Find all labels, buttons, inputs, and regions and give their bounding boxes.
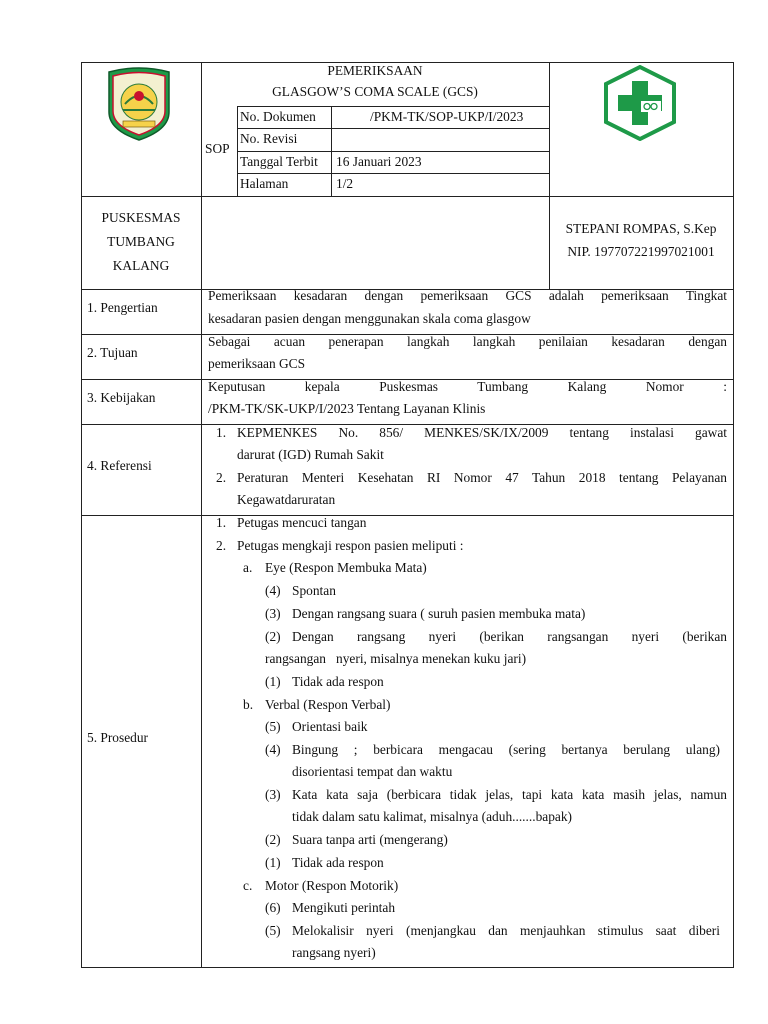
referensi-item-2-line2: Kegawatdaruratan (237, 492, 336, 507)
kebijakan-text-line1: Keputusan kepala Puskesmas Tumbang Kalang Nomor : (208, 379, 727, 394)
section-label-kebijakan: 3. Kebijakan (87, 390, 156, 405)
referensi-item-number: 1. (216, 425, 227, 440)
pengertian-text-line2: kesadaran pasien dengan menggunakan skala coma glasgow (208, 311, 531, 326)
institution-line: TUMBANG (107, 234, 175, 249)
motor-item-text: Mengikuti perintah (292, 900, 396, 915)
pengertian-text-line1: Pemeriksaan kesadaran dengan pemeriksaan GCS adalah pemeriksaan Tingkat (208, 288, 727, 303)
institution-line: KALANG (112, 258, 170, 273)
score-label: (4) (265, 583, 281, 598)
score-label: (1) (265, 855, 281, 870)
meta-label-tanggal-terbit: Tanggal Terbit (240, 154, 318, 169)
prosedur-step-1: Petugas mencuci tangan (237, 515, 367, 530)
referensi-item-1-line2: darurat (IGD) Rumah Sakit (237, 447, 384, 462)
verbal-letter: b. (243, 697, 254, 712)
meta-label-halaman: Halaman (240, 176, 289, 191)
signer-name: STEPANI ROMPAS, S.Kep (565, 221, 717, 236)
kebijakan-text-line2: /PKM-TK/SK-UKP/I/2023 Tentang Layanan Klinis (208, 401, 486, 416)
motor-item-continuation: rangsang nyeri) (292, 945, 376, 960)
institution-name (81, 206, 201, 278)
prosedur-step-number: 2. (216, 538, 227, 553)
meta-value-tanggal-terbit: 16 Januari 2023 (336, 154, 422, 169)
referensi-item-number: 2. (216, 470, 227, 485)
score-label: (2) (265, 629, 281, 644)
document-title-line1: PEMERIKSAAN (327, 63, 423, 78)
eye-item-continuation: rangsangan nyeri, misalnya menekan kuku jari) (265, 651, 527, 666)
eye-item-text: Dengan rangsang suara ( suruh pasien membuka mata) (292, 606, 586, 621)
tujuan-text-line2: pemeriksaan GCS (208, 356, 306, 371)
verbal-item-text: Orientasi baik (292, 719, 368, 734)
eye-letter: a. (243, 560, 253, 575)
meta-value-halaman: 1/2 (336, 176, 354, 191)
eye-item-text: Spontan (292, 583, 336, 598)
section-label-prosedur: 5. Prosedur (87, 730, 148, 745)
verbal-title: Verbal (Respon Verbal) (265, 697, 391, 712)
section-label-tujuan: 2. Tujuan (87, 345, 138, 360)
score-label: (4) (265, 742, 281, 757)
section-label-pengertian: 1. Pengertian (87, 300, 158, 315)
verbal-item-text: Suara tanpa arti (mengerang) (292, 832, 448, 847)
document-title-line2: GLASGOW’S COMA SCALE (GCS) (272, 84, 478, 99)
score-label: (2) (265, 832, 281, 847)
institution-line: PUSKESMAS (101, 210, 181, 225)
verbal-item-text: Tidak ada respon (292, 855, 384, 870)
verbal-item-continuation: tidak dalam satu kalimat, misalnya (aduh.......bapak) (292, 809, 573, 824)
section-label-referensi: 4. Referensi (87, 458, 152, 473)
score-label: (1) (265, 674, 281, 689)
verbal-item-text: Kata kata saja (berbicara tidak jelas, tapi kata kata masih jelas, namun (292, 787, 727, 802)
tujuan-text-line1: Sebagai acuan penerapan langkah langkah penilaian kesadaran dengan (208, 334, 727, 349)
score-label: (6) (265, 900, 281, 915)
referensi-item-1-line1: KEPMENKES No. 856/ MENKES/SK/IX/2009 tentang instalasi gawat (237, 425, 727, 440)
meta-label-no-revisi: No. Revisi (240, 131, 298, 146)
referensi-item-2-line1: Peraturan Menteri Kesehatan RI Nomor 47 Tahun 2018 tentang Pelayanan (237, 470, 727, 485)
prosedur-step-2: Petugas mengkaji respon pasien meliputi : (237, 538, 464, 553)
verbal-item-continuation: disorientasi tempat dan waktu (292, 764, 453, 779)
puskesmas-green-cross-logo (603, 65, 677, 141)
regional-emblem-logo (99, 66, 179, 142)
prosedur-step-number: 1. (216, 515, 227, 530)
score-label: (3) (265, 787, 281, 802)
eye-title: Eye (Respon Membuka Mata) (265, 560, 427, 575)
sop-label: SOP (205, 141, 230, 156)
score-label: (5) (265, 923, 281, 938)
signer-nip: NIP. 197707221997021001 (567, 244, 715, 259)
eye-item-text: Dengan rangsang nyeri (berikan rangsangan nyeri (berikan (292, 629, 727, 644)
score-label: (5) (265, 719, 281, 734)
motor-item-text: Melokalisir nyeri (menjangkau dan menjauhkan stimulus saat diberi (292, 923, 720, 938)
verbal-item-text: Bingung ; berbicara mengacau (sering bertanya berulang ulang) (292, 742, 720, 757)
motor-letter: c. (243, 878, 253, 893)
eye-item-text: Tidak ada respon (292, 674, 384, 689)
score-label: (3) (265, 606, 281, 621)
meta-value-no-dokumen: /PKM-TK/SOP-UKP/I/2023 (370, 109, 524, 124)
meta-label-no-dokumen: No. Dokumen (240, 109, 316, 124)
motor-title: Motor (Respon Motorik) (265, 878, 399, 893)
